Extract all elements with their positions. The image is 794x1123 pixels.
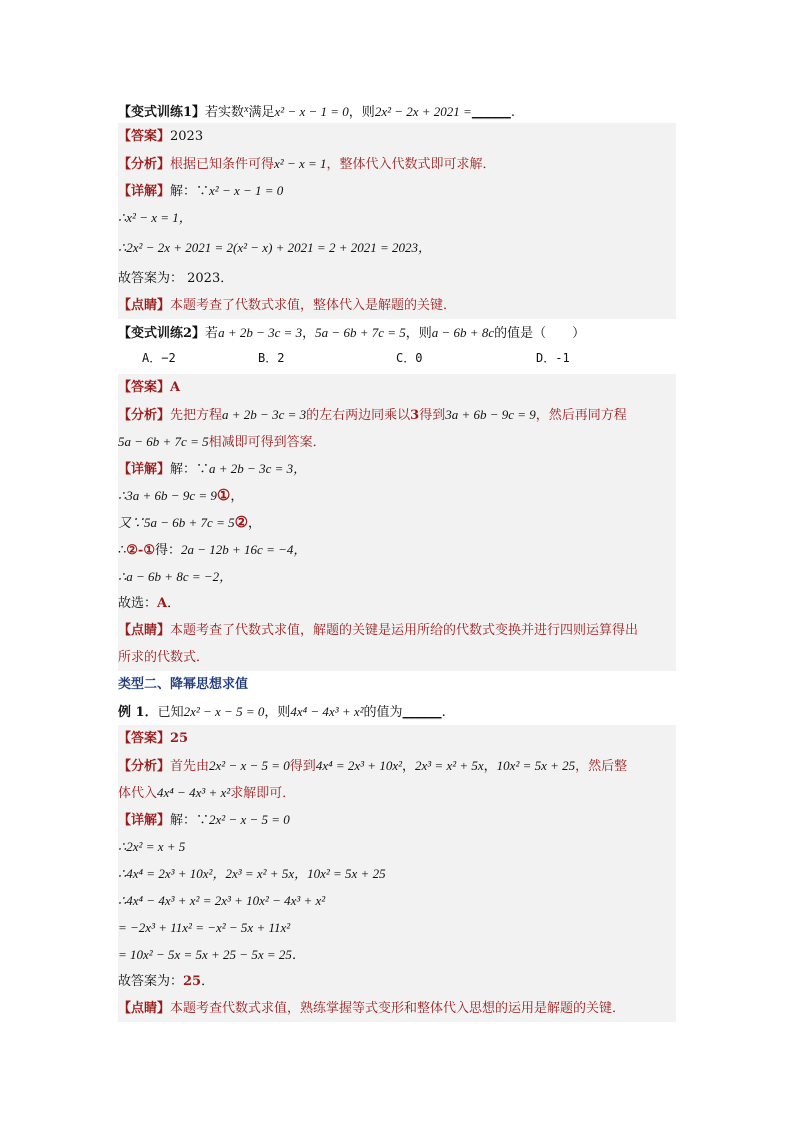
equation: a + 2b − 3c = 3， [209, 461, 307, 476]
solution-line [118, 482, 676, 509]
var-x: x [244, 104, 249, 115]
text: 体代入 [118, 786, 158, 801]
equation: 2x² − x − 5 = 0 [209, 758, 290, 773]
solution-line [118, 914, 676, 941]
solution-line [118, 265, 676, 292]
equation: = −2x³ + 11x² = −x² − 5x + 11x² [118, 920, 291, 935]
comment-text: 本题考查了代数式求值，解题的关键是运用所给的代数式变换并进行四则运算得出 [170, 623, 639, 638]
option-b: B．2 [258, 351, 285, 365]
text: 解：∵ [170, 184, 210, 199]
equation: 4x⁴ = 2x³ + 10x² [315, 758, 402, 773]
equation: x² − x = 1 [274, 156, 327, 171]
equation: ∴a − 6b + 8c = −2， [118, 569, 233, 584]
circled-difference: ②-① [126, 543, 155, 558]
analysis-tag: 【分析】 [118, 408, 171, 423]
text: . [441, 705, 446, 720]
content-area [118, 96, 676, 1022]
text: ，则 [405, 326, 432, 341]
solution-line [118, 941, 676, 968]
equation: a + 2b − 3c = 3 [218, 325, 303, 340]
answer-value: 25 [170, 731, 189, 746]
text: 的左右两边同乘以 [306, 408, 411, 423]
equation: ∴x² − x = 1， [118, 210, 192, 225]
answer-value: 2023 [170, 129, 204, 144]
exercise-1-analysis [118, 150, 676, 177]
text: 满足 [248, 105, 275, 120]
expression: 4x⁴ − 4x³ + x² [290, 704, 364, 719]
example-1-detail [118, 806, 676, 833]
exercise-2-answer [118, 374, 676, 401]
exercise-2-comment-cont [118, 644, 676, 671]
option-a: A．−2 [142, 351, 176, 365]
text: ， [302, 326, 316, 341]
equation: ∴3a + 6b − 9c = 9 [118, 488, 217, 503]
text: 相减即可得到答案． [208, 435, 326, 450]
example-1-answer [118, 725, 676, 752]
expression: 2x² − 2x + 2021 = [374, 104, 472, 119]
equation: ∴2x² = x + 5 [118, 839, 186, 854]
equation: x² − x − 1 = 0 [274, 104, 349, 119]
text: 解：∵ [170, 462, 210, 477]
example-1-tag: 例 1． [118, 705, 158, 720]
solution-line [118, 231, 676, 265]
equation: = 10x² − 5x = 5x + 25 − 5x = 25． [118, 947, 305, 962]
text: 已知 [157, 705, 184, 720]
comment-text: 所求的代数式． [118, 650, 210, 665]
answer-value: A [170, 380, 181, 395]
equation: ∴2x² − 2x + 2021 = 2(x² − x) + 2021 = 2 + 2021 = 2023， [118, 240, 431, 255]
answer-blank: ______ [402, 705, 442, 720]
solution-line [118, 536, 676, 563]
solution-line [118, 968, 676, 995]
example-1-comment [118, 995, 676, 1022]
option-c: C．0 [396, 351, 423, 365]
example-1-analysis [118, 752, 676, 779]
equation: 2x² − x − 5 = 0 [209, 812, 290, 827]
detail-tag: 【详解】 [118, 184, 171, 199]
choice-value: A [157, 596, 168, 611]
example-1-analysis-cont [118, 779, 676, 806]
detail-tag: 【详解】 [118, 462, 171, 477]
comment-text: 本题考查代数式求值，熟练掌握等式变形和整体代入思想的运用是解题的关键． [170, 1001, 626, 1016]
text: 首先由 [170, 759, 210, 774]
text: ． [201, 974, 215, 989]
answer-tag: 【答案】 [118, 380, 171, 395]
text: 根据已知条件可得 [170, 157, 275, 172]
equation: 5a − 6b + 7c = 5 [118, 434, 209, 449]
option-d: D．-1 [536, 351, 570, 365]
solution-line [118, 833, 676, 860]
text: ， [230, 489, 244, 504]
exercise-1-comment [118, 292, 676, 319]
comment-tag: 【点睛】 [118, 623, 171, 638]
detail-tag: 【详解】 [118, 813, 171, 828]
text: ，则 [264, 705, 291, 720]
text: 故选： [118, 596, 158, 611]
text: ，则 [348, 105, 375, 120]
text: . [510, 105, 515, 120]
text: 的值为 [363, 705, 403, 720]
exercise-2-options [118, 346, 676, 370]
text: ， [401, 759, 415, 774]
section-title: 类型二、降幂思想求值 [118, 677, 249, 692]
text: 求解即可． [230, 786, 296, 801]
text: 得到 [419, 408, 446, 423]
answer-tag: 【答案】 [118, 731, 171, 746]
equation: 2x³ = x² + 5x [415, 758, 484, 773]
answer-value: 25 [183, 974, 202, 989]
solution-line [118, 563, 676, 590]
expression: a − 6b + 8c [431, 325, 495, 340]
exercise-2-question [118, 319, 676, 346]
circled-two: ② [234, 513, 249, 531]
equation: 4x⁴ − 4x³ + x² [157, 785, 231, 800]
number: 3 [410, 408, 420, 423]
conclusion: 故答案为： 2023． [118, 271, 234, 286]
text: 若 [205, 326, 219, 341]
equation: 3a + 6b − 9c = 9 [445, 407, 536, 422]
equation: ∴4x⁴ − 4x³ + x² = 2x³ + 10x² − 4x³ + x² [118, 893, 326, 908]
text: ， [248, 516, 262, 531]
answer-blank: ______ [471, 105, 511, 120]
text: 得： [155, 543, 182, 558]
equation: ∴4x⁴ = 2x³ + 10x²，2x³ = x² + 5x，10x² = 5x + 25 [118, 866, 386, 881]
solution-line [118, 204, 676, 231]
example-1-question [118, 698, 676, 725]
equation: 2x² − x − 5 = 0 [183, 704, 265, 719]
equation: 5a − 6b + 7c = 5 [315, 325, 406, 340]
exercise-2-analysis-cont [118, 428, 676, 455]
text: ， [483, 759, 497, 774]
section-heading [118, 671, 676, 698]
text: ∴ [118, 543, 127, 558]
text: ，然后再同方程 [535, 408, 627, 423]
text: 得到 [289, 759, 316, 774]
text: ，然后整 [575, 759, 628, 774]
exercise-1-detail [118, 177, 676, 204]
equation: 2a − 12b + 16c = −4， [181, 542, 307, 557]
text: 故答案为： [118, 974, 184, 989]
text: 先把方程 [170, 408, 223, 423]
answer-tag: 【答案】 [118, 129, 171, 144]
comment-text: 本题考查了代数式求值，整体代入是解题的关键． [170, 298, 457, 313]
comment-tag: 【点睛】 [118, 1001, 171, 1016]
exercise-2-analysis [118, 401, 676, 428]
text: ，整体代入代数式即可求解． [326, 157, 496, 172]
equation: 10x² = 5x + 25 [496, 758, 576, 773]
equation: a + 2b − 3c = 3 [222, 407, 307, 422]
equation: x² − x − 1 = 0 [209, 183, 284, 198]
solution-line [118, 509, 676, 536]
analysis-tag: 【分析】 [118, 759, 171, 774]
exercise-1-answer [118, 123, 676, 150]
text: 解：∵ [170, 813, 210, 828]
solution-line [118, 887, 676, 914]
comment-tag: 【点睛】 [118, 298, 171, 313]
circled-one: ① [216, 486, 231, 504]
exercise-2-comment [118, 617, 676, 644]
text: ． [167, 596, 181, 611]
solution-line [118, 860, 676, 887]
text: 的值是（ ） [494, 326, 586, 341]
solution-line [118, 590, 676, 617]
exercise-1-tag: 【变式训练1】 [118, 105, 206, 120]
analysis-tag: 【分析】 [118, 157, 171, 172]
equation: 又∵5a − 6b + 7c = 5 [118, 515, 235, 530]
exercise-1-question [118, 96, 676, 123]
exercise-2-detail [118, 455, 676, 482]
exercise-2-tag: 【变式训练2】 [118, 326, 206, 341]
text: 若实数 [205, 105, 245, 120]
